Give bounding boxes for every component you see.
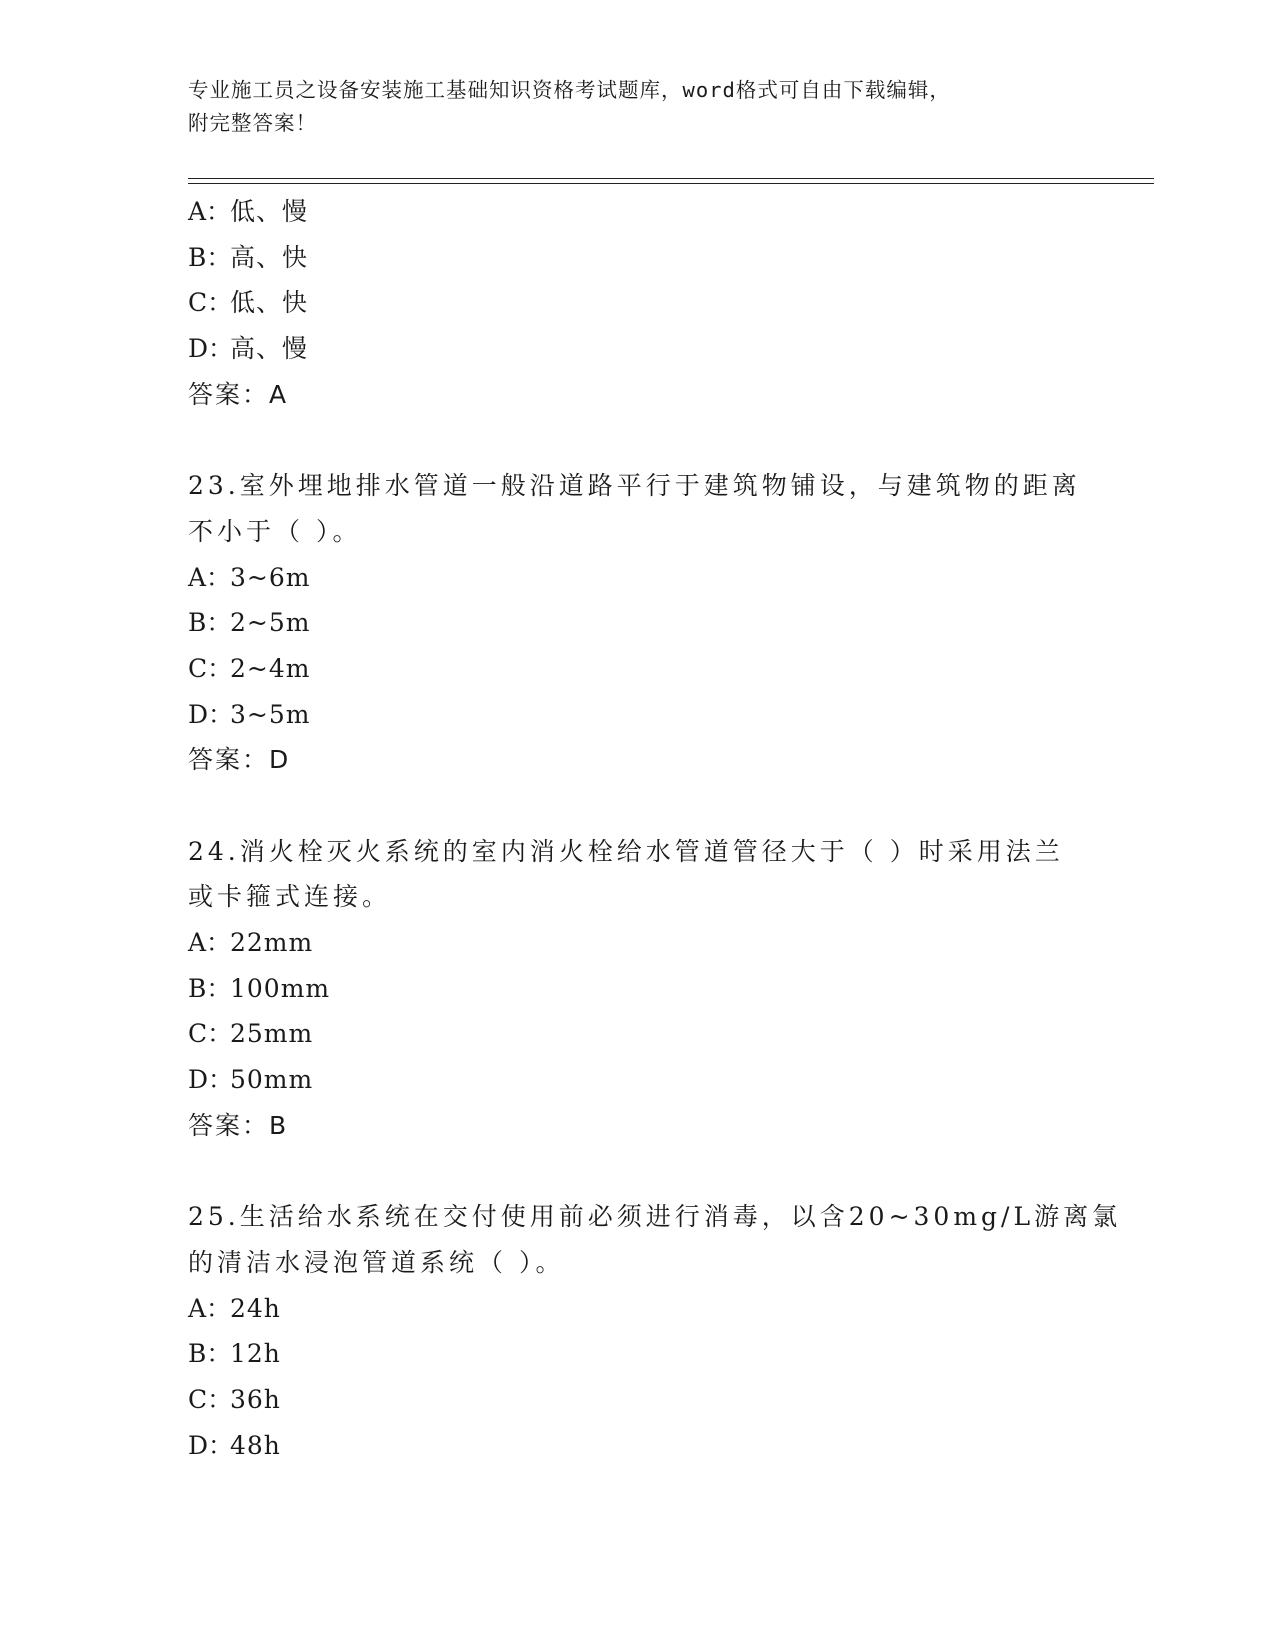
header-divider-top: [188, 178, 1154, 179]
option-d: D：高、慢: [188, 334, 309, 364]
option-d: D：48h: [188, 1430, 281, 1460]
option-a: A：22mm: [188, 928, 314, 957]
question-24: [188, 829, 1088, 1149]
header-line-2: 附完整答案！: [188, 111, 317, 135]
header-divider-bottom: [188, 183, 1154, 184]
question-stem-continued: 不小于（ ）。: [188, 516, 362, 546]
spacer: [188, 783, 1088, 829]
option-c: C：低、快: [188, 288, 309, 318]
question-stem: 24.消火栓灭火系统的室内消火栓给水管道管径大于（ ）时采用法兰: [188, 836, 1064, 866]
question-stem: 25.生活给水系统在交付使用前必须进行消毒，以含20~30mg/L游离氯: [188, 1202, 1122, 1232]
option-c: C：2~4m: [188, 653, 311, 683]
option-c: C：25mm: [188, 1019, 314, 1049]
option-d: D：3~5m: [188, 699, 311, 729]
question-stem-continued: 的清洁水浸泡管道系统（ ）。: [188, 1247, 565, 1277]
spacer: [188, 417, 1088, 463]
answer-text: 答案：B: [188, 1110, 289, 1140]
header-line-1: 专业施工员之设备安装施工基础知识资格考试题库，word格式可自由下载编辑，: [188, 78, 951, 102]
option-a: A：24h: [188, 1293, 281, 1323]
question-25: [188, 1194, 1122, 1468]
option-d: D：50mm: [188, 1065, 314, 1095]
answer-text: 答案：D: [188, 745, 291, 775]
option-b: B：2~5m: [188, 608, 311, 638]
answer-text: 答案：A: [188, 379, 289, 409]
question-stem-continued: 或卡箍式连接。: [188, 882, 392, 912]
spacer: [188, 1148, 1088, 1194]
option-b: B：12h: [188, 1339, 281, 1369]
document-header: [188, 74, 1088, 140]
option-c: C：36h: [188, 1384, 281, 1414]
option-b: B：高、快: [188, 242, 309, 272]
question-22: [188, 189, 1088, 417]
question-stem: 23.室外埋地排水管道一般沿道路平行于建筑物铺设，与建筑物的距离: [188, 471, 1081, 501]
question-23: [188, 463, 1088, 783]
option-a: A：低、慢: [188, 197, 309, 226]
option-a: A：3~6m: [188, 562, 311, 592]
option-b: B：100mm: [188, 973, 331, 1003]
question-list: [188, 189, 1122, 1468]
